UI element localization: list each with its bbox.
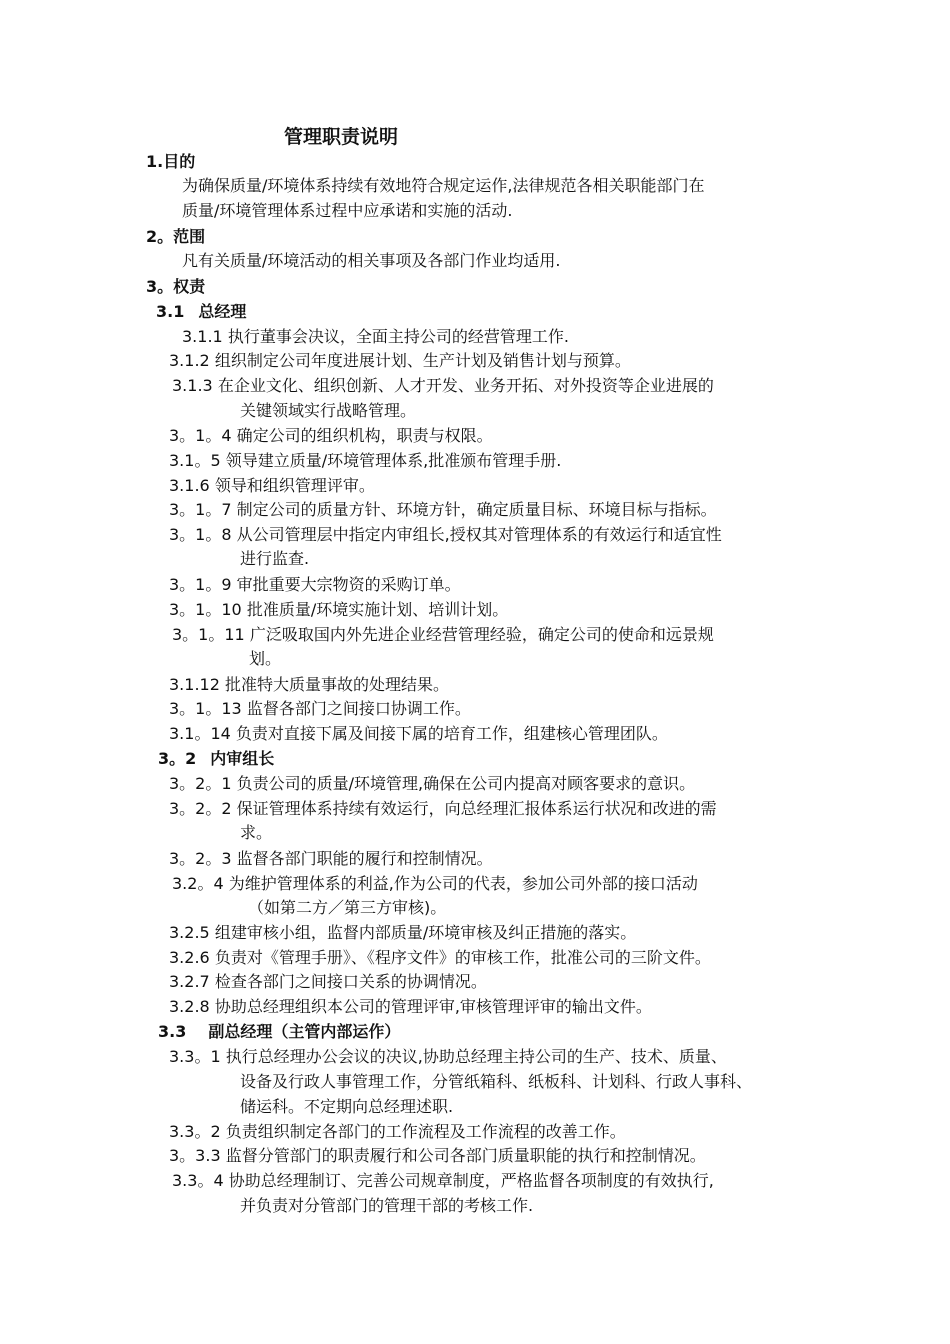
section-heading: 3。权责 bbox=[146, 277, 206, 296]
item-text: 执行董事会决议，全面主持公司的经营管理工作. bbox=[227, 327, 569, 346]
item-text: 负责组织制定各部门的工作流程及工作流程的改善工作。 bbox=[225, 1122, 626, 1141]
list-item bbox=[169, 674, 449, 696]
item-number: 3.1.6 bbox=[169, 476, 210, 495]
item-number: 3.2.8 bbox=[169, 997, 210, 1016]
list-item bbox=[169, 996, 652, 1018]
list-item bbox=[169, 599, 508, 621]
list-item bbox=[169, 499, 717, 521]
item-number: 3。3.3 bbox=[169, 1146, 221, 1165]
list-item bbox=[169, 971, 487, 993]
item-number: 3.1.2 bbox=[169, 351, 210, 370]
list-item bbox=[169, 524, 722, 546]
item-number: 3.1.1 bbox=[182, 327, 223, 346]
item-continuation: 储运科。不定期向总经理述职. bbox=[240, 1097, 454, 1116]
item-text: 协助总经理组织本公司的管理评审,审核管理评审的输出文件。 bbox=[214, 997, 652, 1016]
item-number: 3。1。4 bbox=[169, 426, 232, 445]
item-continuation: （如第二方／第三方审核)。 bbox=[248, 898, 447, 917]
item-number: 3。1。11 bbox=[172, 625, 245, 644]
item-number: 3.2.6 bbox=[169, 948, 210, 967]
item-number: 3.2.7 bbox=[169, 972, 210, 991]
subsection-heading bbox=[156, 301, 246, 323]
section-heading: 1.目的 bbox=[146, 152, 196, 171]
list-item bbox=[169, 947, 711, 969]
subsection-title: 副总经理（主管内部运作） bbox=[208, 1022, 401, 1041]
paragraph-line: 凡有关质量/环境活动的相关事项及各部门作业均适用. bbox=[182, 251, 561, 270]
page-title: 管理职责说明 bbox=[284, 126, 399, 148]
item-text: 执行总经理办公会议的决议,协助总经理主持公司的生产、技术、质量、 bbox=[225, 1047, 727, 1066]
list-item bbox=[169, 698, 471, 720]
item-text: 检查各部门之间接口关系的协调情况。 bbox=[214, 972, 487, 991]
item-continuation: 设备及行政人事管理工作，分管纸箱科、纸板科、计划科、行政人事科、 bbox=[240, 1072, 753, 1091]
list-item bbox=[172, 1170, 714, 1192]
item-number: 3。2。1 bbox=[169, 774, 232, 793]
list-item bbox=[169, 723, 668, 745]
item-text: 批准质量/环境实施计划、培训计划。 bbox=[246, 600, 509, 619]
item-text: 保证管理体系持续有效运行，向总经理汇报体系运行状况和改进的需 bbox=[236, 799, 717, 818]
item-number: 3.3。2 bbox=[169, 1122, 221, 1141]
item-continuation: 关键领域实行战略管理。 bbox=[240, 401, 417, 420]
item-text: 协助总经理制订、完善公司规章制度，严格监督各项制度的有效执行, bbox=[228, 1171, 714, 1190]
list-item bbox=[169, 350, 631, 372]
item-text: 审批重要大宗物资的采购订单。 bbox=[236, 575, 461, 594]
item-number: 3。1。13 bbox=[169, 699, 242, 718]
item-text: 领导和组织管理评审。 bbox=[214, 476, 375, 495]
list-item bbox=[169, 574, 461, 596]
item-text: 广泛吸取国内外先进企业经营管理经验，确定公司的使命和远景规 bbox=[249, 625, 714, 644]
list-item bbox=[169, 1121, 626, 1143]
item-text: 监督各部门之间接口协调工作。 bbox=[246, 699, 471, 718]
item-number: 3.3。4 bbox=[172, 1171, 224, 1190]
item-continuation: 求。 bbox=[240, 823, 273, 842]
item-number: 3.1。14 bbox=[169, 724, 231, 743]
paragraph-line: 为确保质量/环境体系持续有效地符合规定运作,法律规范各相关职能部门在 bbox=[182, 176, 705, 195]
subsection-number: 3.1 bbox=[156, 302, 185, 321]
subsection-title: 内审组长 bbox=[210, 749, 275, 768]
item-text: 负责公司的质量/环境管理,确保在公司内提高对顾客要求的意识。 bbox=[236, 774, 696, 793]
list-item bbox=[169, 1145, 706, 1167]
list-item bbox=[172, 873, 698, 895]
subsection-title: 总经理 bbox=[198, 302, 247, 321]
list-item bbox=[169, 425, 493, 447]
subsection-number: 3。2 bbox=[158, 749, 197, 768]
item-text: 确定公司的组织机构，职责与权限。 bbox=[236, 426, 493, 445]
item-text: 监督各部门职能的履行和控制情况。 bbox=[236, 849, 493, 868]
paragraph-line: 质量/环境管理体系过程中应承诺和实施的活动. bbox=[182, 201, 513, 220]
item-text: 为维护管理体系的利益,作为公司的代表，参加公司外部的接口活动 bbox=[228, 874, 698, 893]
item-continuation: 并负责对分管部门的管理干部的考核工作. bbox=[240, 1196, 534, 1215]
list-item bbox=[169, 475, 375, 497]
item-text: 在企业文化、组织创新、人才开发、业务开拓、对外投资等企业进展的 bbox=[217, 376, 714, 395]
item-number: 3.1。5 bbox=[169, 451, 221, 470]
item-number: 3。1。10 bbox=[169, 600, 242, 619]
list-item bbox=[169, 848, 493, 870]
item-number: 3。2。2 bbox=[169, 799, 232, 818]
item-number: 3.3。1 bbox=[169, 1047, 221, 1066]
item-number: 3。2。3 bbox=[169, 849, 232, 868]
subsection-heading bbox=[158, 1021, 400, 1043]
list-item bbox=[172, 375, 714, 397]
list-item bbox=[169, 773, 695, 795]
item-text: 制定公司的质量方针、环境方针，确定质量目标、环境目标与指标。 bbox=[236, 500, 717, 519]
item-text: 批准特大质量事故的处理结果。 bbox=[224, 675, 449, 694]
list-item bbox=[182, 326, 569, 348]
item-number: 3。1。8 bbox=[169, 525, 232, 544]
item-number: 3.2。4 bbox=[172, 874, 224, 893]
item-number: 3。1。9 bbox=[169, 575, 232, 594]
item-continuation: 划。 bbox=[249, 649, 282, 668]
item-text: 领导建立质量/环境管理体系,批准颁布管理手册. bbox=[225, 451, 562, 470]
item-text: 负责对《管理手册》、《程序文件》的审核工作，批准公司的三阶文件。 bbox=[214, 948, 711, 967]
list-item bbox=[172, 624, 714, 646]
subsection-number: 3.3 bbox=[158, 1022, 187, 1041]
item-number: 3。1。7 bbox=[169, 500, 232, 519]
list-item bbox=[169, 450, 561, 472]
item-continuation: 进行监查. bbox=[240, 549, 310, 568]
item-text: 从公司管理层中指定内审组长,授权其对管理体系的有效运行和适宜性 bbox=[236, 525, 722, 544]
list-item bbox=[169, 1046, 727, 1068]
item-text: 组建审核小组，监督内部质量/环境审核及纠正措施的落实。 bbox=[214, 923, 637, 942]
subsection-heading bbox=[158, 748, 274, 770]
section-heading: 2。范围 bbox=[146, 227, 206, 246]
item-text: 监督分管部门的职责履行和公司各部门质量职能的执行和控制情况。 bbox=[225, 1146, 706, 1165]
item-number: 3.1.3 bbox=[172, 376, 213, 395]
list-item bbox=[169, 798, 717, 820]
item-text: 负责对直接下属及间接下属的培育工作，组建核心管理团队。 bbox=[235, 724, 668, 743]
item-number: 3.2.5 bbox=[169, 923, 210, 942]
list-item bbox=[169, 922, 636, 944]
item-number: 3.1.12 bbox=[169, 675, 220, 694]
item-text: 组织制定公司年度进展计划、生产计划及销售计划与预算。 bbox=[214, 351, 631, 370]
